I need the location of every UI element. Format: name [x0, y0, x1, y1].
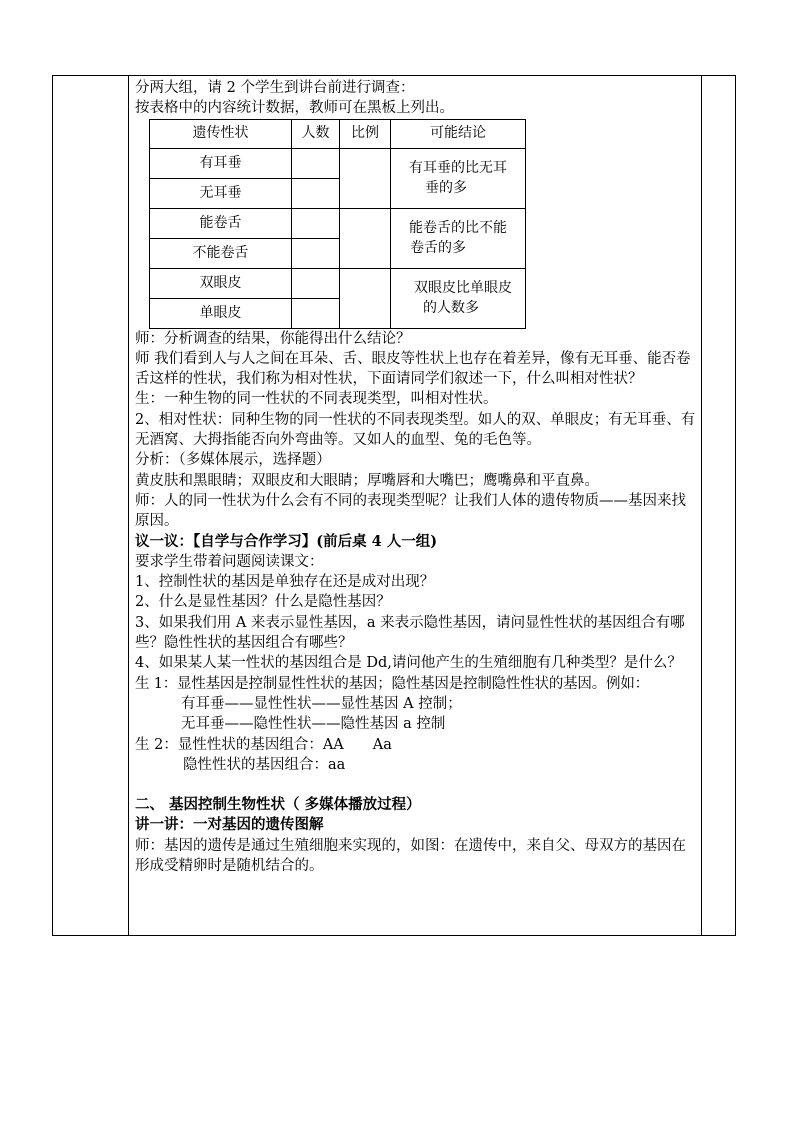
conclusion-cell [391, 208, 526, 268]
analysis-label: 分析：（多媒体展示，选择题） [135, 452, 331, 469]
count-cell [292, 148, 340, 178]
header-count: 人数 [292, 119, 340, 148]
question-item: 4、如果某人某一性状的基因组合是 Dd,请问他产生的生殖细胞有几种类型？是什么？ [135, 655, 682, 672]
conclusion-line: 垂的多 [425, 180, 467, 197]
ratio-cell [340, 208, 391, 268]
header-conclusion: 可能结论 [391, 119, 526, 148]
conclusion-line: 的人数多 [423, 300, 479, 317]
teacher-genetics-explanation: 师：基因的遗传是通过生殖细胞来实现的，如图：在遗传中，来自父、母双方的基因在形成受精卵时是随机结合的。 [135, 837, 686, 875]
header-ratio: 比例 [340, 119, 391, 148]
trait-cell: 不能卷舌 [150, 238, 292, 268]
conclusion-cell [391, 148, 526, 208]
ratio-cell [340, 268, 391, 328]
student1-answer: 生 1：显性基因是控制显性性状的基因；隐性基因是控制隐性性状的基因。例如： [135, 675, 649, 692]
trait-cell: 双眼皮 [150, 268, 292, 298]
question-item: 2、什么是显性基因？什么是隐性基因？ [135, 594, 391, 611]
header-trait: 遗传性状 [150, 119, 292, 148]
trait-cell: 能卷舌 [150, 208, 292, 238]
lesson-content [135, 78, 697, 876]
example-line: 有耳垂——显性性状——显性基因 A 控制； [181, 695, 462, 712]
trait-cell: 有耳垂 [150, 148, 292, 178]
spacer [135, 775, 697, 795]
example-line: 无耳垂——隐性性状——隐性基因 a 控制 [181, 716, 446, 733]
intro-line-2: 按表格中的内容统计数据，教师可在黑板上列出。 [135, 100, 454, 117]
count-cell [292, 178, 340, 208]
conclusion-line: 卷舌的多 [410, 240, 466, 257]
teacher-explanation: 师 我们看到人与人之间在耳朵、舌、眼皮等性状上也存在着差异，像有无耳垂、能否卷舌这样的性状，我们称为相对性状，下面请同学们叙述一下，什么叫相对性状？ [135, 350, 691, 388]
count-cell [292, 298, 340, 328]
lesson-table [52, 75, 736, 936]
section-heading: 二、 基因控制生物性状（ 多媒体播放过程） [135, 796, 421, 814]
intro-line-1: 分两大组，请 2 个学生到讲台前进行调查： [135, 80, 415, 96]
reading-requirement: 要求学生带着问题阅读课文： [135, 553, 324, 570]
conclusion-line: 有耳垂的比无耳 [409, 160, 507, 177]
student-answer: 生：一种生物的同一性状的不同表现类型，叫相对性状。 [135, 391, 498, 408]
trait-cell: 单眼皮 [150, 298, 292, 328]
conclusion-line: 双眼皮比单眼皮 [414, 280, 512, 297]
definition-relative-trait: 2、相对性状：同种生物的同一性状的不同表现类型。如人的双、单眼皮；有无耳垂、有无酒窝、大拇指能否向外弯曲等。又如人的血型、兔的毛色等。 [135, 411, 696, 449]
teacher-transition: 师：人的同一性状为什么会有不同的表现类型呢？让我们人体的遗传物质——基因来找原因。 [135, 492, 686, 530]
ratio-cell [340, 148, 391, 208]
conclusion-cell [391, 268, 526, 328]
student2-answer-recessive: 隐性性状的基因组合：aa [183, 756, 346, 773]
discuss-heading: 议一议：【自学与合作学习】(前后桌 4 人一组) [135, 532, 438, 550]
student2-answer: 生 2：显性性状的基因组合：AA Aa [135, 736, 392, 753]
right-column [701, 76, 735, 935]
teacher-question: 师：分析调查的结果，你能得出什么结论？ [135, 330, 411, 347]
analysis-options: 黄皮肤和黑眼睛；双眼皮和大眼睛；厚嘴唇和大嘴巴；鹰嘴鼻和平直鼻。 [135, 472, 599, 489]
conclusion-line: 能卷舌的比不能 [409, 220, 507, 237]
count-cell [292, 208, 340, 238]
left-column [53, 76, 129, 935]
question-item: 3、如果我们用 A 来表示显性基因，a 来表示隐性基因，请问显性性状的基因组合有哪些？隐性性状的基因组合有哪些？ [135, 614, 685, 652]
question-item: 1、控制性状的基因是单独存在还是成对出现？ [135, 574, 435, 591]
survey-table [149, 119, 526, 329]
count-cell [292, 268, 340, 298]
talk-heading: 讲一讲：一对基因的遗传图解 [135, 816, 324, 834]
trait-cell: 无耳垂 [150, 178, 292, 208]
count-cell [292, 238, 340, 268]
